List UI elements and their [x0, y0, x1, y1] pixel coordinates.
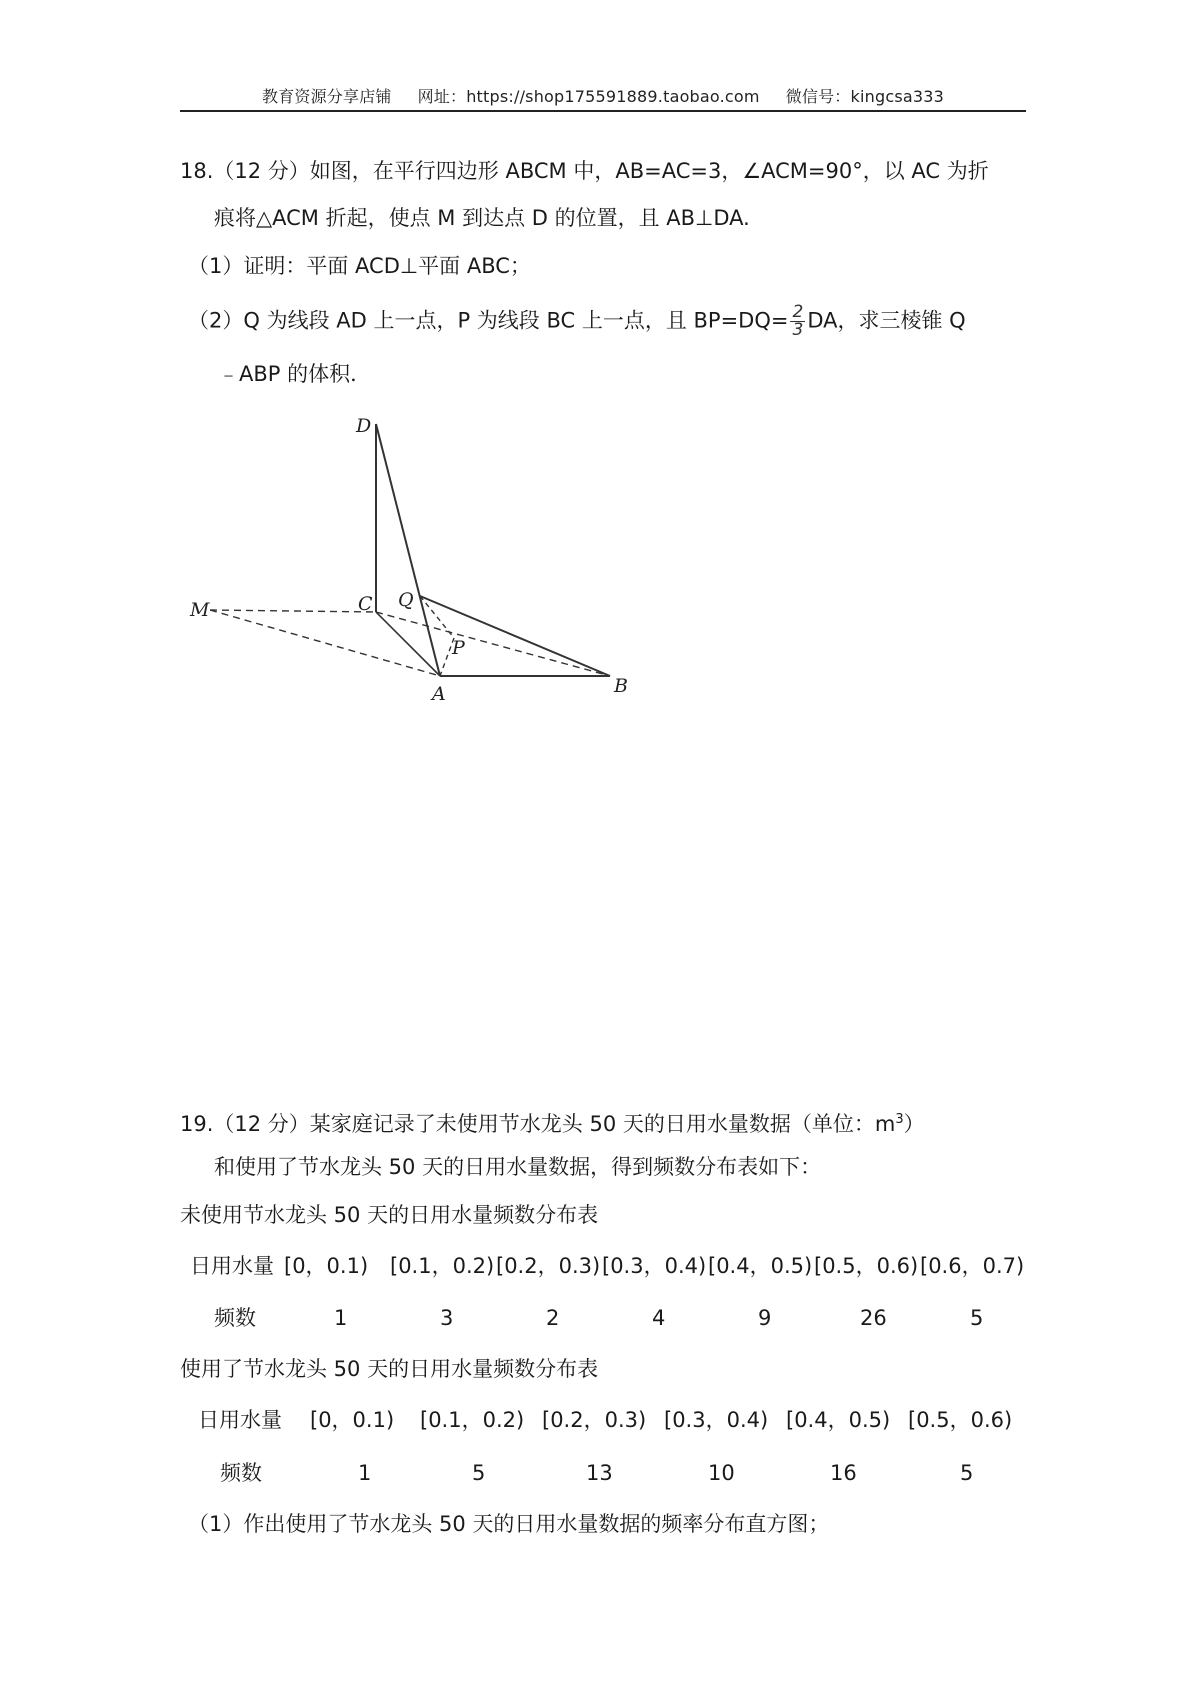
table-1-freq: 5: [970, 1306, 984, 1330]
table-2-freq: 10: [708, 1461, 735, 1485]
edge-CB: [376, 612, 610, 676]
table-2-title: 使用了节水龙头 50 天的日用水量频数分布表: [180, 1357, 599, 1381]
q19-line-1: [180, 1106, 925, 1138]
label-C: C: [358, 593, 373, 615]
unit-exponent: 3: [895, 1112, 904, 1127]
fraction-denominator: 3: [792, 320, 804, 340]
table-1-interval: [0.6，0.7): [920, 1254, 1025, 1278]
label-Q: Q: [398, 589, 414, 611]
table-1-freq: 3: [440, 1306, 454, 1330]
q19-line-2: 和使用了节水龙头 50 天的日用水量数据，得到频数分布表如下：: [214, 1155, 822, 1179]
shop-name: 教育资源分享店铺: [262, 87, 392, 106]
table-1-interval-row: [180, 1252, 1040, 1280]
wechat-id: kingcsa333: [850, 87, 944, 106]
q19-line-1-text: 19.（12 分）某家庭记录了未使用节水龙头 50 天的日用水量数据（单位：m: [180, 1112, 896, 1136]
q18-part-2-continued: ﹣ABP 的体积．: [218, 362, 372, 386]
table-2-interval: [0.3，0.4): [664, 1408, 769, 1432]
table-2-frequency-row: [180, 1459, 1040, 1487]
table-1-interval: [0.1，0.2): [390, 1254, 495, 1278]
label-A: A: [432, 683, 446, 705]
table-1-interval: [0.4，0.5): [708, 1254, 813, 1278]
table-2-interval-row: [180, 1406, 1040, 1434]
table-2-interval: [0，0.1): [310, 1408, 395, 1432]
table-2-freq: 5: [960, 1461, 974, 1485]
q18-part-2-post: DA，求三棱锥 Q: [807, 308, 966, 333]
edge-QB: [420, 596, 610, 676]
table-2-interval: [0.5，0.6): [908, 1408, 1013, 1432]
q19-line-1-close: ）: [903, 1112, 925, 1136]
q18-part-1: （1）证明：平面 ACD⊥平面 ABC；: [188, 254, 531, 278]
table-1-frequency-row: [180, 1304, 1040, 1332]
label-M: M: [190, 599, 210, 621]
fraction-two-thirds: [790, 304, 805, 339]
q18-line-1: 18.（12 分）如图，在平行四边形 ABCM 中，AB=AC=3，∠ACM=90°，以 AC 为折: [180, 159, 989, 183]
table-2-freq: 13: [586, 1461, 613, 1485]
table-2-interval: [0.1，0.2): [420, 1408, 525, 1432]
edge-MC: [210, 610, 376, 612]
url-label: 网址：: [417, 87, 467, 106]
q18-line-2: 痕将△ACM 折起，使点 M 到达点 D 的位置，且 AB⊥DA.: [214, 206, 750, 230]
q19-part-1: （1）作出使用了节水龙头 50 天的日用水量数据的频率分布直方图；: [188, 1512, 830, 1536]
table-1-title: 未使用节水龙头 50 天的日用水量频数分布表: [180, 1203, 599, 1227]
q18-figure: [180, 412, 640, 712]
shop-url[interactable]: https://shop175591889.taobao.com: [466, 87, 760, 106]
table-1-interval: [0.5，0.6): [814, 1254, 919, 1278]
table-2-interval: [0.2，0.3): [542, 1408, 647, 1432]
table-1-freq: 9: [758, 1306, 772, 1330]
table-2-interval: [0.4，0.5): [786, 1408, 891, 1432]
page-header: [180, 84, 1026, 107]
fraction-numerator: 2: [792, 302, 804, 322]
q18-part-2-pre: （2）Q 为线段 AD 上一点，P 为线段 BC 上一点，且 BP=DQ=: [188, 308, 789, 333]
label-D: D: [356, 415, 372, 437]
table-1-freq: 4: [652, 1306, 666, 1330]
table-2-freq: 16: [830, 1461, 857, 1485]
table-1-interval: [0，0.1): [284, 1254, 369, 1278]
header-divider: [180, 110, 1026, 112]
wechat-label: 微信号：: [785, 87, 851, 106]
table-1-interval: [0.2，0.3): [496, 1254, 601, 1278]
table-2-freq-label: 频数: [220, 1461, 262, 1485]
table-2-row-label: 日用水量: [198, 1408, 282, 1432]
label-B: B: [614, 675, 628, 697]
fold-tetrahedron-diagram: [180, 412, 640, 712]
table-2-freq: 1: [358, 1461, 372, 1485]
table-2-freq: 5: [472, 1461, 486, 1485]
table-1-interval: [0.3，0.4): [602, 1254, 707, 1278]
label-P: P: [452, 637, 465, 659]
table-1-freq: 2: [546, 1306, 560, 1330]
edge-DA: [376, 424, 440, 676]
table-1-row-label: 日用水量: [190, 1254, 274, 1278]
table-1-freq: 26: [860, 1306, 887, 1330]
table-1-freq: 1: [334, 1306, 348, 1330]
table-1-freq-label: 频数: [214, 1306, 256, 1330]
q18-part-2: [188, 304, 966, 339]
